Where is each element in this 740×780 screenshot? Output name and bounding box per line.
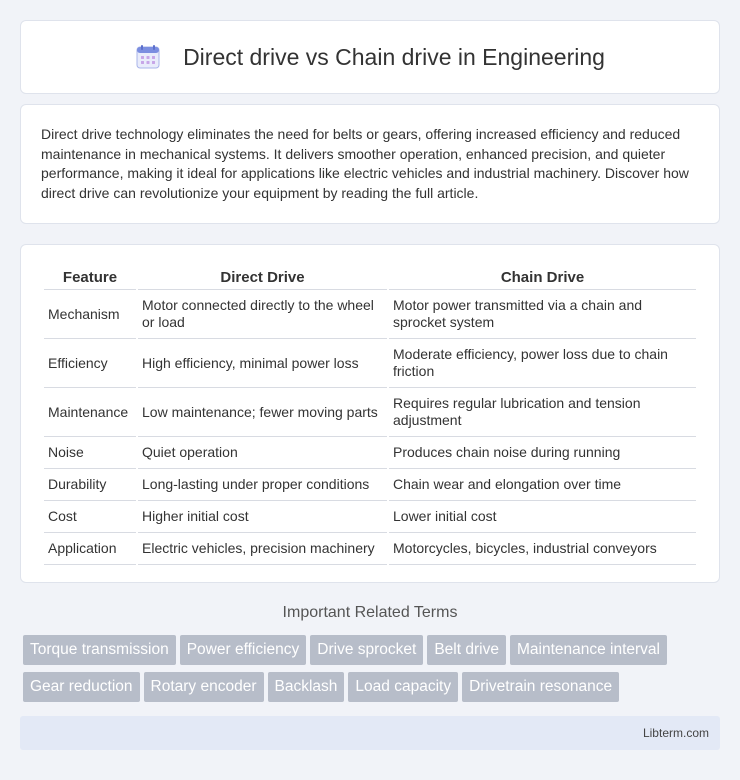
tag-belt-drive[interactable]: Belt drive: [427, 635, 506, 665]
intro-card: [20, 104, 720, 224]
tag-power-efficiency[interactable]: Power efficiency: [180, 635, 307, 665]
row-direct: High efficiency, minimal power loss: [138, 339, 387, 388]
comparison-table: [42, 265, 698, 565]
page-title: Direct drive vs Chain drive in Engineering: [183, 43, 605, 70]
table-row: [44, 501, 696, 533]
row-chain: Chain wear and elongation over time: [389, 469, 696, 501]
row-chain: Produces chain noise during running: [389, 437, 696, 469]
footer: [20, 716, 720, 750]
row-feature: Application: [44, 533, 136, 565]
tag-backlash[interactable]: Backlash: [268, 672, 345, 702]
row-feature: Efficiency: [44, 339, 136, 388]
row-feature: Cost: [44, 501, 136, 533]
row-direct: Electric vehicles, precision machinery: [138, 533, 387, 565]
row-chain: Requires regular lubrication and tension adjustment: [389, 388, 696, 437]
footer-site-link[interactable]: Libterm.com: [642, 726, 709, 740]
row-direct: Higher initial cost: [138, 501, 387, 533]
table-row: [44, 388, 696, 437]
header-direct-drive: Direct Drive: [138, 265, 387, 290]
tag-load-capacity[interactable]: Load capacity: [348, 672, 458, 702]
row-chain: Motor power transmitted via a chain and sprocket system: [389, 290, 696, 339]
table-row: [44, 437, 696, 469]
tag-torque-transmission[interactable]: Torque transmission: [23, 635, 176, 665]
related-tags: [23, 635, 723, 709]
row-feature: Maintenance: [44, 388, 136, 437]
table-row: [44, 339, 696, 388]
comparison-card: [20, 244, 720, 583]
tag-gear-reduction[interactable]: Gear reduction: [23, 672, 140, 702]
tag-drivetrain-resonance[interactable]: Drivetrain resonance: [462, 672, 619, 702]
title-card: [20, 20, 720, 94]
table-row: [44, 469, 696, 501]
row-direct: Motor connected directly to the wheel or load: [138, 290, 387, 339]
row-feature: Durability: [44, 469, 136, 501]
table-row: [44, 290, 696, 339]
row-direct: Low maintenance; fewer moving parts: [138, 388, 387, 437]
row-chain: Moderate efficiency, power loss due to chain friction: [389, 339, 696, 388]
tag-rotary-encoder[interactable]: Rotary encoder: [144, 672, 264, 702]
row-direct: Long-lasting under proper conditions: [138, 469, 387, 501]
tag-maintenance-interval[interactable]: Maintenance interval: [510, 635, 667, 665]
intro-text: Direct drive technology eliminates the need for belts or gears, offering increased efficiency and reduced maintenance in mechanical systems. It delivers smoother operation, enhanced precision, and quieter performance, making it ideal for applications like electric vehicles and industrial machinery. Discover how direct drive can revolutionize your equipment by reading the full article.: [41, 126, 689, 201]
tag-drive-sprocket[interactable]: Drive sprocket: [310, 635, 423, 665]
row-chain: Lower initial cost: [389, 501, 696, 533]
table-header-row: [44, 265, 696, 290]
row-direct: Quiet operation: [138, 437, 387, 469]
header-chain-drive: Chain Drive: [389, 265, 696, 290]
row-feature: Noise: [44, 437, 136, 469]
calendar-grid-icon: [135, 44, 161, 70]
row-feature: Mechanism: [44, 290, 136, 339]
table-row: [44, 533, 696, 565]
related-terms-heading: Important Related Terms: [282, 604, 458, 621]
row-chain: Motorcycles, bicycles, industrial conveyors: [389, 533, 696, 565]
header-feature: Feature: [44, 265, 136, 290]
